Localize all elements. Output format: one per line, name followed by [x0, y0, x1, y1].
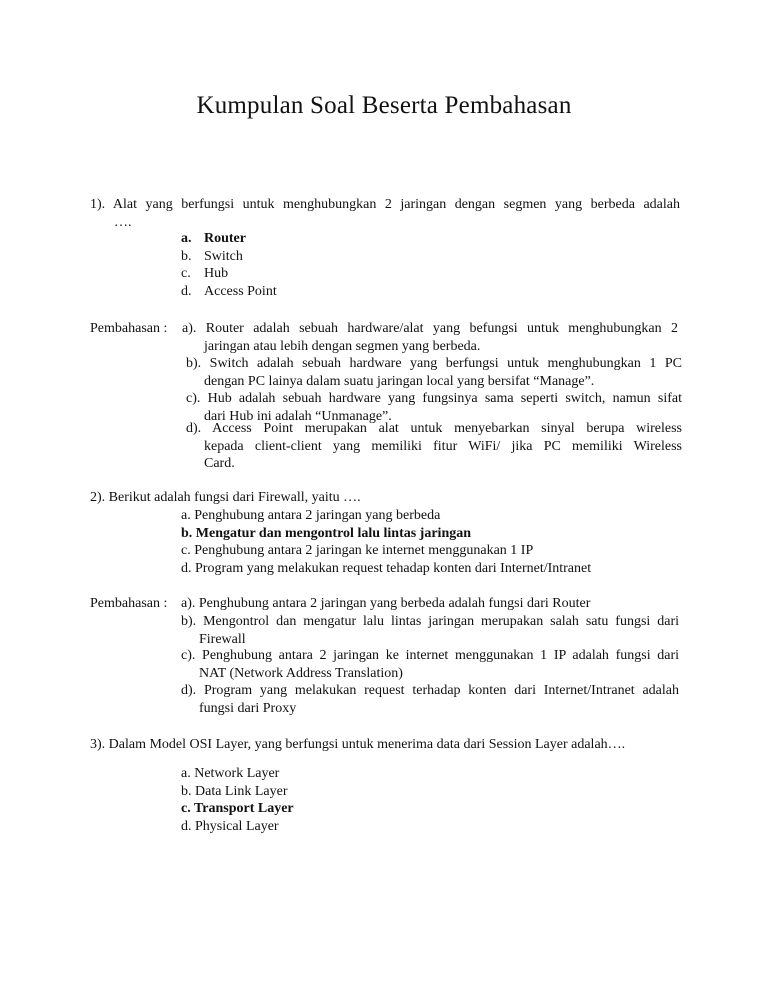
question-2 — [90, 489, 680, 507]
option-b-correct: b. Mengatur dan mengontrol lalu lintas jaringan — [181, 525, 472, 541]
pembahasan-label: Pembahasan : — [90, 596, 168, 611]
question-3-options — [181, 765, 681, 835]
option-c: c. Penghubung antara 2 jaringan ke internet menggunakan 1 IP — [181, 543, 534, 558]
page-title: Kumpulan Soal Beserta Pembahasan — [196, 92, 572, 119]
explanation-b: b). Mengontrol dan mengatur lalu lintas jaringan merupakan salah satu fungsi dari Firewall — [181, 614, 679, 647]
option-a: a. Network Layer — [181, 766, 280, 781]
option-a: a. Penghubung antara 2 jaringan yang berbeda — [181, 508, 441, 523]
option-c-correct: c. Transport Layer — [181, 801, 294, 816]
question-3 — [90, 736, 680, 754]
explanation-c: c). Penghubung antara 2 jaringan ke internet menggunakan 1 IP adalah fungsi dari NAT (Network Address Translation) — [181, 648, 679, 681]
explanation-d: d). Program yang melakukan request terhadap konten dari Internet/Intranet adalah fungsi dari Proxy — [181, 683, 679, 716]
question-1-text-line2: …. — [114, 214, 132, 230]
explanation-c: c). Hub adalah sebuah hardware yang fungsinya sama seperti switch, namun sifat dari Hub ini adalah “Unmanage”. — [186, 391, 682, 424]
question-1-options — [181, 230, 681, 300]
explanation-b: b). Switch adalah sebuah hardware yang berfungsi untuk menghubungkan 1 PC dengan PC lainya dalam suatu jaringan local yang bersifat “Manage”. — [186, 356, 682, 389]
question-2-text: 2). Berikut adalah fungsi dari Firewall, yaitu …. — [90, 490, 361, 505]
question-1-text-line1: 1). Alat yang berfungsi untuk menghubungkan 2 jaringan dengan segmen yang berbeda adalah — [90, 197, 680, 212]
option-d: d. Access Point — [181, 283, 277, 299]
option-b: b. Data Link Layer — [181, 783, 288, 799]
question-2-options — [181, 507, 681, 577]
explanation-a: a). Router adalah sebuah hardware/alat yang befungsi untuk menghubungkan 2 jaringan atau lebih dengan segmen yang berbeda. — [182, 321, 678, 354]
option-d: d. Program yang melakukan request tehadap konten dari Internet/Intranet — [181, 560, 592, 576]
question-3-text: 3). Dalam Model OSI Layer, yang berfungsi untuk menerima data dari Session Layer adalah…. — [90, 737, 626, 752]
option-d: d. Physical Layer — [181, 818, 279, 834]
option-a-correct: a. Router — [181, 231, 246, 246]
option-c: c. Hub — [181, 266, 229, 281]
explanation-a: a). Penghubung antara 2 jaringan yang berbeda adalah fungsi dari Router — [181, 596, 591, 611]
option-b: b. Switch — [181, 248, 243, 264]
question-1 — [90, 196, 680, 231]
pembahasan-label: Pembahasan : — [90, 321, 168, 336]
explanation-d: d). Access Point merupakan alat untuk menyebarkan sinyal berupa wireless kepada client-client yang memiliki fitur WiFi/ jika PC memiliki Wireless Card. — [186, 421, 682, 471]
